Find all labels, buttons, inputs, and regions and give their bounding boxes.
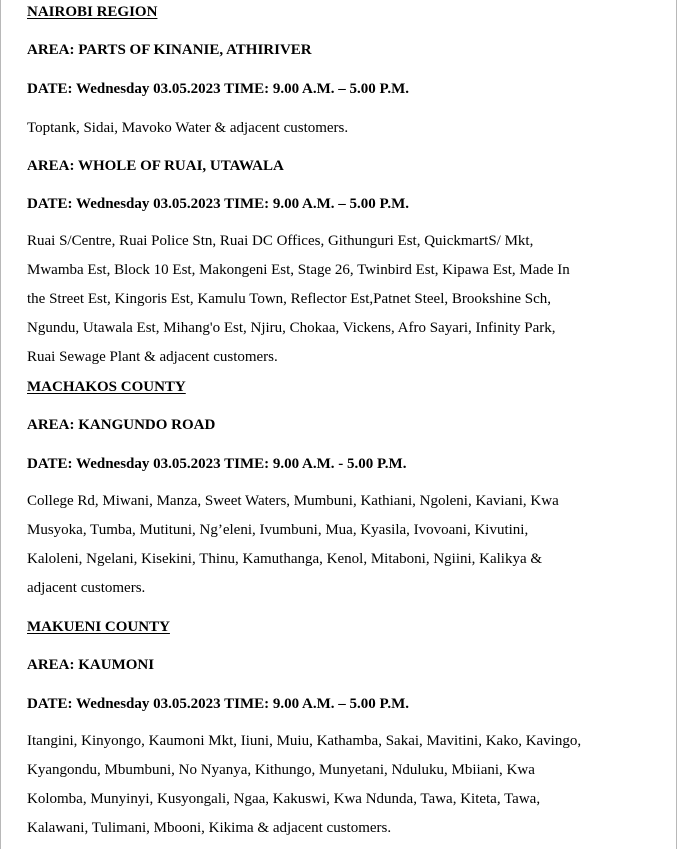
area-list-line: Kyangondu, Mbumbuni, No Nyanya, Kithungo, Munyetani, Nduluku, Mbiiani, Kwa — [27, 761, 535, 778]
section-heading-machakos-county: MACHAKOS COUNTY — [27, 379, 186, 395]
area-list-line: Ngundu, Utawala Est, Mihang'o Est, Njiru, Chokaa, Vickens, Afro Sayari, Infinity Park, — [27, 319, 556, 336]
area-list-line: Mwamba Est, Block 10 Est, Makongeni Est, Stage 26, Twinbird Est, Kipawa Est, Made In — [27, 261, 570, 278]
area-heading-kangundo-road: AREA: KANGUNDO ROAD — [27, 417, 216, 433]
area-list-kaumoni — [27, 727, 652, 843]
date-time-ruai: DATE: Wednesday 03.05.2023 TIME: 9.00 A.M. – 5.00 P.M. — [27, 196, 409, 212]
area-heading-kaumoni: AREA: KAUMONI — [27, 657, 155, 673]
date-time-kinanie: DATE: Wednesday 03.05.2023 TIME: 9.00 A.M. – 5.00 P.M. — [27, 81, 409, 97]
area-list-line: Kalawani, Tulimani, Mbooni, Kikima & adjacent customers. — [27, 819, 392, 836]
area-list-line: Kaloleni, Ngelani, Kisekini, Thinu, Kamuthanga, Kenol, Mitaboni, Ngiini, Kalikya & — [27, 550, 543, 567]
area-list-line: Kolomba, Munyinyi, Kusyongali, Ngaa, Kakuswi, Kwa Ndunda, Tawa, Kiteta, Tawa, — [27, 790, 541, 807]
area-heading-kinanie: AREA: PARTS OF KINANIE, ATHIRIVER — [27, 42, 312, 58]
area-list-ruai — [27, 227, 652, 372]
area-list-line: Itangini, Kinyongo, Kaumoni Mkt, Iiuni, Muiu, Kathamba, Sakai, Mavitini, Kako, Kavingo, — [27, 733, 582, 749]
area-heading-ruai: AREA: WHOLE OF RUAI, UTAWALA — [27, 158, 284, 174]
area-list-line: Ruai S/Centre, Ruai Police Stn, Ruai DC Offices, Githunguri Est, QuickmartS/ Mkt, — [27, 233, 534, 249]
date-time-kaumoni: DATE: Wednesday 03.05.2023 TIME: 9.00 A.M. – 5.00 P.M. — [27, 696, 409, 712]
area-list-line: the Street Est, Kingoris Est, Kamulu Town, Reflector Est,Patnet Steel, Brookshine Sch, — [27, 290, 552, 307]
date-time-kangundo-road: DATE: Wednesday 03.05.2023 TIME: 9.00 A.M. - 5.00 P.M. — [27, 456, 407, 472]
area-list-line: Ruai Sewage Plant & adjacent customers. — [27, 348, 278, 365]
section-heading-nairobi-region: NAIROBI REGION — [27, 4, 158, 20]
area-list-line: Toptank, Sidai, Mavoko Water & adjacent customers. — [27, 120, 349, 136]
area-list-line: College Rd, Miwani, Manza, Sweet Waters, Mumbuni, Kathiani, Ngoleni, Kaviani, Kwa — [27, 493, 559, 509]
area-list-line: adjacent customers. — [27, 579, 146, 596]
area-list-line: Musyoka, Tumba, Mutituni, Ng’eleni, Ivumbuni, Mua, Kyasila, Ivovoani, Kivutini, — [27, 521, 529, 538]
area-list-kangundo-road — [27, 487, 652, 603]
section-heading-makueni-county: MAKUENI COUNTY — [27, 619, 170, 635]
